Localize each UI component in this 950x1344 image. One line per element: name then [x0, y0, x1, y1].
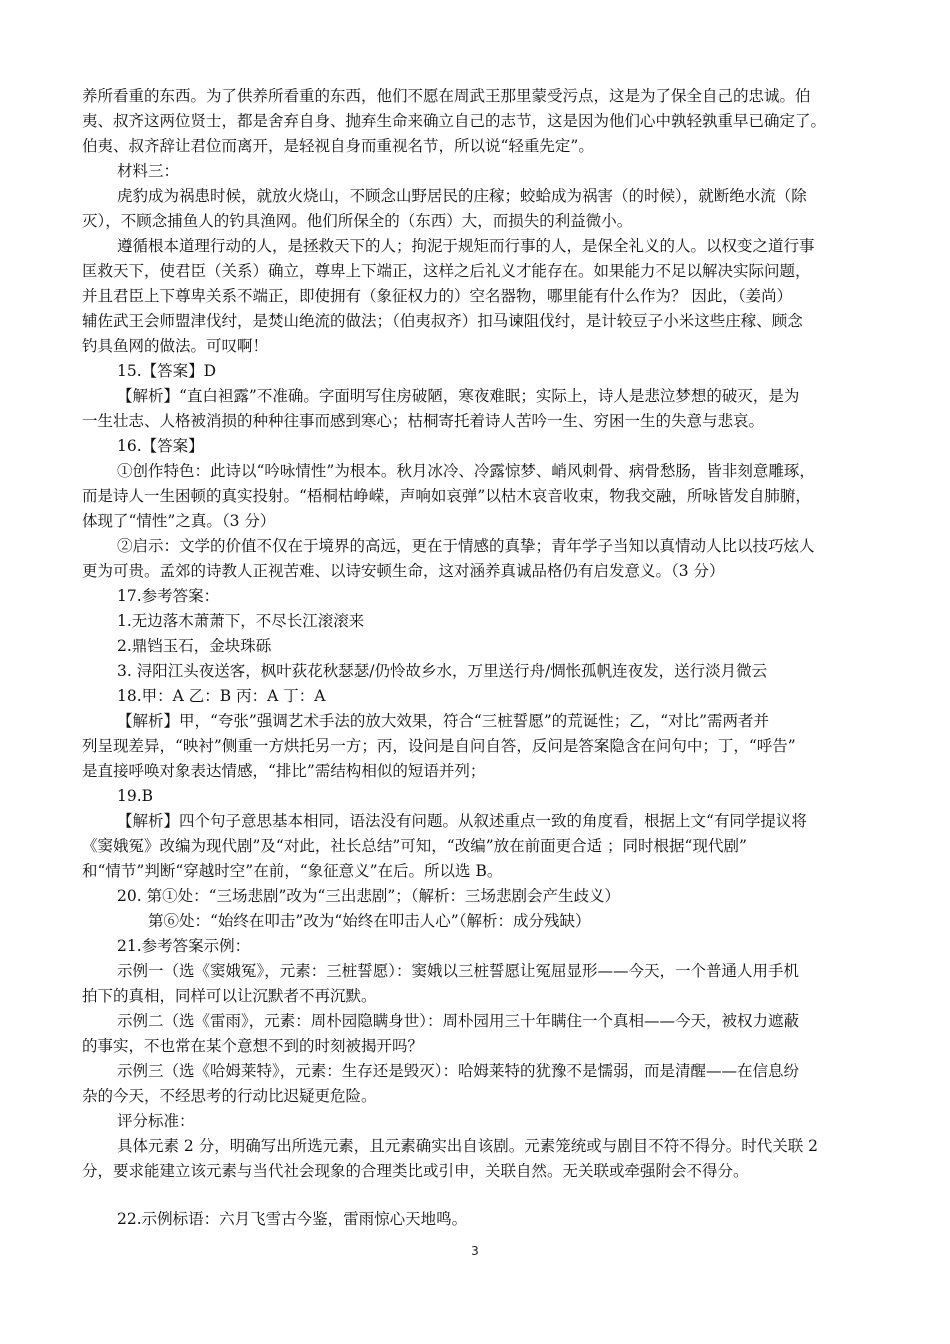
text-line: 辅佐武王会师盟津伐纣，是焚山绝流的做法；（伯夷叔齐）扣马谏阻伐纣，是计较豆子小米这些庄稼、顾念 [82, 312, 803, 330]
text-line: 具体元素 2 分，明确写出所选元素，且元素确实出自该剧。元素笼统或与剧目不符不得分。时代关联 2 [117, 1137, 819, 1155]
text-line: 【解析】四个句子意思基本相同，语法没有问题。从叙述重点一致的角度看，根据上文“有同学提议将 [117, 812, 807, 830]
text-line: 并且君臣上下尊卑关系不端正，即使拥有（象征权力的）空名器物，哪里能有什么作为？ 因此，（姜尚） [82, 287, 793, 305]
text-line: 分，要求能建立该元素与当代社会现象的合理类比或引申，关联自然。无关联或牵强附会不得分。 [82, 1162, 749, 1180]
text-line: 虎豹成为祸患时候，就放火烧山，不顾念山野居民的庄稼；蛟蛤成为祸害（的时候），就断绝水流（除 [117, 187, 807, 205]
text-line: 和“情节”判断“穿越时空”在前，“象征意义”在后。所以选 B。 [82, 862, 503, 880]
text-line: 示例二（选《雷雨》，元素：周朴园隐瞒身世）：周朴园用三十年瞒住一个真相——今天，被权力遮蔽 [117, 1012, 800, 1030]
text-line: 而是诗人一生困顿的真实投射。“梧桐枯峥嵘，声响如哀弹”以枯木哀音收束，物我交融，所咏皆发自肺腑， [82, 487, 811, 505]
text-line: 【解析】“直白袒露”不准确。字面明写住房破陋，寒夜难眠；实际上，诗人是悲泣梦想的破灭，是为 [117, 387, 800, 405]
text-line: 示例三（选《哈姆莱特》，元素：生存还是毁灭）：哈姆莱特的犹豫不是懦弱，而是清醒——在信息纷 [117, 1062, 800, 1080]
text-line: 养所看重的东西。为了供养所看重的东西，他们不愿在周武王那里蒙受污点，这是为了保全自己的忠诚。伯 [82, 87, 811, 105]
text-line: 杂的今天，不经思考的行动比迟疑更危险。 [82, 1087, 377, 1105]
text-line: 伯夷、叔齐辞让君位而离开，是轻视自身而重视名节，所以说“轻重先定”。 [82, 137, 594, 155]
text-line: ①创作特色：此诗以“吟咏情性”为根本。秋月冰冷、冷露惊梦、峭风刺骨、病骨愁肠，皆非刻意雕琢， [117, 462, 815, 480]
text-line: 第⑥处：“始终在叩击”改为“始终在叩击人心”（解析：成分残缺） [148, 912, 591, 930]
text-line: 是直接呼唤对象表达情感，“排比”需结构相似的短语并列； [82, 762, 486, 780]
section-heading: 材料三： [117, 162, 180, 180]
answer-heading: 15.【答案】D [117, 362, 217, 380]
text-line: 列呈现差异，“映衬”侧重一方烘托另一方；丙，设问是自问自答，反问是答案隐含在问句中；丁，“呼告” [82, 737, 796, 755]
page-number: 3 [471, 1244, 479, 1258]
text-line: 钓具鱼网的做法。可叹啊！ [82, 337, 269, 355]
text-line: 的事实，不也常在某个意想不到的时刻被揭开吗？ [82, 1037, 424, 1055]
section-heading: 评分标准： [117, 1112, 195, 1130]
answer-heading: 16.【答案】 [117, 437, 204, 455]
text-line: 【解析】甲，“夸张”强调艺术手法的放大效果，符合“三桩誓愿”的荒诞性；乙，“对比”需两者并 [117, 712, 770, 730]
text-line: 匡救天下，使君臣（关系）确立，尊卑上下端正，这样之后礼义才能存在。如果能力不足以解决实际问题， [82, 262, 811, 280]
answer-heading: 21.参考答案示例： [117, 937, 251, 955]
answer-heading: 20. 第①处：“三场悲剧”改为“三出悲剧”；（解析：三场悲剧会产生歧义） [117, 887, 621, 905]
text-line: 更为可贵。孟郊的诗教人正视苦难、以诗安顿生命，这对涵养真诚品格仍有启发意义。（3 分） [82, 562, 725, 580]
text-line: 体现了“情性”之真。（3 分） [82, 512, 276, 530]
text-line: 拍下的真相，同样可以让沉默者不再沉默。 [82, 987, 377, 1005]
answer-heading: 18.甲：A 乙：B 丙：A 丁：A [117, 687, 326, 705]
answer-heading: 17.参考答案： [117, 587, 220, 605]
text-line: 遵循根本道理行动的人，是拯救天下的人；拘泥于规矩而行事的人，是保全礼义的人。以权变之道行事 [117, 237, 815, 255]
text-line: 2.鼎铛玉石，金块珠砾 [117, 637, 272, 655]
text-line: 《窦娥冤》改编为现代剧”及“对此，社长总结”可知，“改编”放在前面更合适 ；同时根据“现代剧” [82, 837, 747, 855]
text-line: ②启示：文学的价值不仅在于境界的高远，更在于情感的真挚；青年学子当知以真情动人比以技巧炫人 [117, 537, 815, 555]
answer-heading: 19.B [117, 787, 154, 805]
text-line: 一生壮志、人格被消损的种种往事而感到寒心；枯桐寄托着诗人苦吟一生、穷困一生的失意与悲哀。 [82, 412, 765, 430]
text-line: 示例一（选《窦娥冤》，元素：三桩誓愿）：窦娥以三桩誓愿让冤屈显形——今天，一个普通人用手机 [117, 962, 800, 980]
text-line: 夷、叔齐这两位贤士，都是舍弃自身、抛弃生命来确立自己的志节，这是因为他们心中孰轻孰重早已确定了。 [82, 112, 827, 130]
answer-heading: 22.示例标语：六月飞雪古今鉴，雷雨惊心天地鸣。 [117, 1210, 468, 1228]
text-line: 3. 浔阳江头夜送客，枫叶荻花秋瑟瑟/仍怜故乡水，万里送行舟/惆怅孤帆连夜发，送行淡月微云 [117, 662, 768, 680]
text-line: 1.无边落木萧萧下，不尽长江滚滚来 [117, 612, 365, 630]
text-line: 灭），不顾念捕鱼人的钓具渔网。他们所保全的（东西）大，而损失的利益微小。 [82, 212, 633, 230]
